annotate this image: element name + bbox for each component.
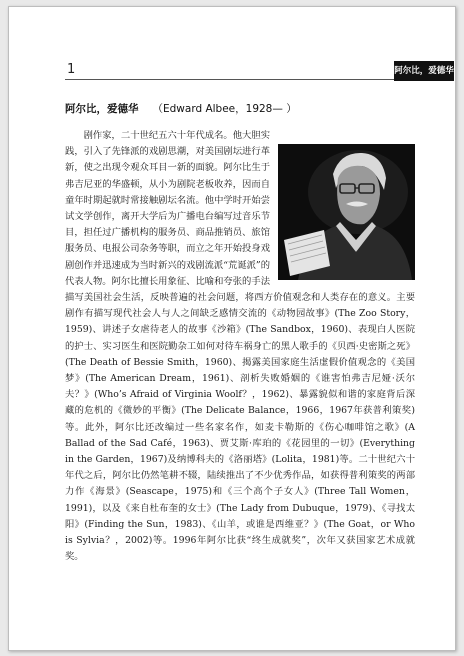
page-number: 1 bbox=[67, 62, 76, 77]
author-photo-image bbox=[278, 144, 415, 280]
book-page bbox=[8, 6, 456, 651]
entry-body-text: 剧作家，二十世纪五六十年代成名。他大胆实践，引入了先锋派的戏剧思潮，对美国剧坛进行革新，使之出现令观众耳目一新的面貌。阿尔比生于弗吉尼亚的华盛顿，从小为剧院老板收养，因而自童年时期起就时常接触剧坛名流。他中学时开始尝试文学创作，离开大学后为广播电台编写过音乐节目，担任过广播机构的服务员、商品推销员、旅馆服务员、电报公司杂务等职，而立之年开始投身戏剧创作并迅速成为当时新兴的戏剧流派“荒诞派”的代表人物。阿尔比擅长用象征、比喻和夸张的手法描写美国社会生活，反映普遍的社会问题，将西方价值观念和人类存在的意义。主要剧作有描写现代社会人与人之间缺乏感情交流的《动物园故事》(The Zoo Story，1959)、讲述子女虐待老人的故事《沙箱》(The Sandbox，1960)、表现白人医院的护士、实习医生和医院勤杂工如何对待车祸身亡的黑人歌手的《贝西·史密斯之死》(The Death of Bessie Smith，1960)、揭露美国家庭生活虚假价值观念的《美国梦》(The American Dream，1961)、剖析失败婚姻的《谁害怕弗吉尼娅·沃尔夫？》(Who’s Afraid of Virginia Woolf？，1962)、暴露貌似和谐的家庭背后深藏的危机的《微妙的平衡》(The Delicate Balance，1966，1967年获普利策奖)等。此外，阿尔比还改编过一些名家名作，如麦卡勒斯的《伤心咖啡馆之歌》(A Ballad of the Sad Café，1963)、贾艾斯·库珀的《花园里的一切》(Everything in the Garden，1967)及纳博科夫的《洛丽塔》(Lolita，1981)等。二十世纪六十年代之后，阿尔比仍然笔耕不辍，陆续推出了不少优秀作品，如获得普利策奖的两部力作《海景》(Seascape，1975)和《三个高个子女人》(Three Tall Women，1991)，以及《来自杜布奎的女士》(The Lady from Dubuque，1979)、《寻找太阳》(Finding the Sun，1983)、《山羊，或谁是西维亚？》(The Goat，or Who is Sylvia？，2002)等。1996年阿尔比获“终生成就奖”，次年又获国家艺术成就奖。 bbox=[65, 130, 415, 563]
header-rule bbox=[65, 79, 395, 80]
entry-title bbox=[65, 101, 419, 116]
running-title: 阿尔比，爱德华 bbox=[394, 61, 454, 81]
entry-body bbox=[65, 128, 415, 565]
entry-name-chinese: 阿尔比，爱德华 bbox=[65, 103, 139, 115]
entry-name-english: （Edward Albee，1928— ） bbox=[152, 103, 297, 115]
author-photo bbox=[278, 144, 415, 280]
